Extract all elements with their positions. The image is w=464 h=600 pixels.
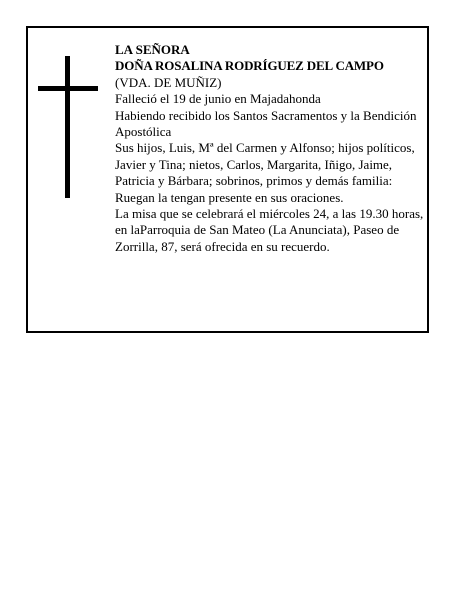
deceased-name: DOÑA ROSALINA RODRÍGUEZ DEL CAMPO	[115, 58, 384, 74]
notice-title: LA SEÑORA	[115, 42, 190, 57]
sacraments-statement: Habiendo recibido los Santos Sacramentos y la Bendición Apostólica	[115, 107, 417, 140]
cross-vertical-bar	[65, 56, 70, 198]
family-list: Sus hijos, Luis, Mª del Carmen y Alfonso; hijos políticos, Javier y Tina; nietos, Carlos, Margarita, Iñigo, Jaime, Patricia y Bárbara; sobrinos, primos y demás familia:	[115, 140, 415, 189]
widow-of: (VDA. DE MUÑIZ)	[115, 74, 222, 90]
death-statement: Falleció el 19 de junio en Majadahonda	[115, 91, 321, 107]
cross-icon	[38, 56, 98, 198]
cross-horizontal-bar	[38, 86, 98, 91]
mass-announcement: La misa que se celebrará el miércoles 24, a las 19.30 horas, en laParroquia de San Mateo (La Anunciata), Paseo de Zorrilla, 87, será ofrecida en su recuerdo.	[115, 206, 424, 254]
notice-text	[115, 42, 427, 255]
obituary-notice	[26, 26, 429, 333]
prayer-request: Ruegan la tengan presente en sus oraciones.	[115, 189, 344, 205]
